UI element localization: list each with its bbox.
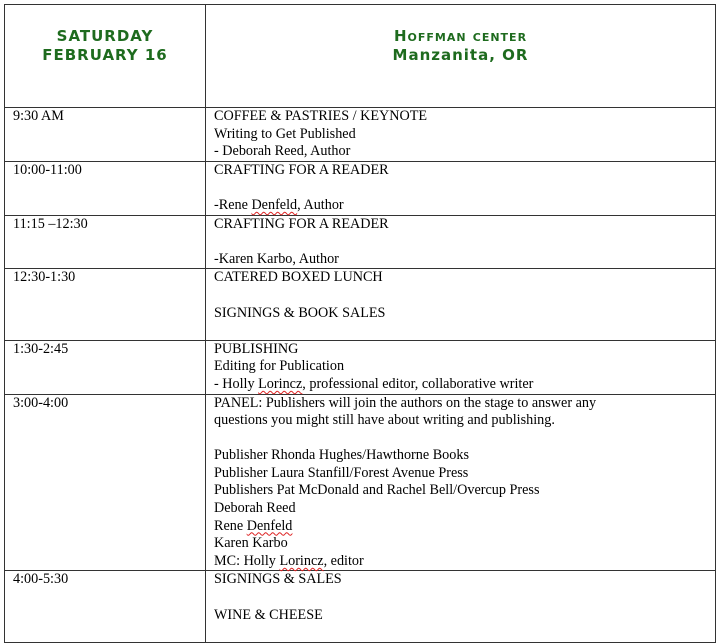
time-cell: [5, 108, 206, 162]
spacer: [214, 624, 707, 642]
time-cell: [5, 394, 206, 571]
header-row: [5, 5, 716, 108]
session-line: Publisher Rhonda Hughes/Hawthorne Books: [214, 447, 469, 464]
day-label: SATURDAY: [56, 27, 154, 45]
spacer: [214, 233, 707, 251]
session-line: WINE & CHEESE: [214, 606, 323, 623]
session-line: SIGNINGS & BOOK SALES: [214, 304, 386, 321]
session-line: CRAFTING FOR A READER: [214, 215, 389, 232]
session-cell: [206, 340, 716, 394]
session-line: Writing to Get Published: [214, 125, 356, 142]
schedule-row: [5, 269, 716, 340]
time-label: 9:30 AM: [13, 108, 64, 124]
session-line: questions you might still have about writing and publishing.: [214, 412, 555, 429]
session-line: -Rene Denfeld, Author: [214, 196, 344, 213]
date-label: FEBRUARY 16: [42, 46, 168, 64]
session-cell: [206, 571, 716, 642]
session-line: Publisher Laura Stanfill/Forest Avenue Press: [214, 464, 469, 481]
session-cell: [206, 161, 716, 215]
session-line: CATERED BOXED LUNCH: [214, 269, 383, 286]
time-cell: [5, 161, 206, 215]
time-cell: [5, 340, 206, 394]
spellcheck-word: Lorincz: [258, 375, 303, 392]
session-line: COFFEE & PASTRIES / KEYNOTE: [214, 108, 428, 124]
session-line: SIGNINGS & SALES: [214, 571, 342, 588]
session-line: Deborah Reed: [214, 500, 296, 517]
session-line: Karen Karbo: [214, 535, 288, 552]
spellcheck-word: Lorincz: [279, 552, 324, 569]
session-line: Editing for Publication: [214, 358, 345, 375]
session-line: PANEL: Publishers will join the authors on the stage to answer any: [214, 394, 597, 411]
session-cell: [206, 215, 716, 269]
venue-label: Hoffman center: [393, 27, 528, 45]
schedule-row: [5, 161, 716, 215]
date-header-cell: [5, 5, 206, 108]
time-cell: [5, 571, 206, 642]
spacer: [214, 589, 707, 607]
time-label: 11:15 –12:30: [13, 215, 88, 232]
session-line: -Karen Karbo, Author: [214, 250, 339, 267]
time-label: 4:00-5:30: [13, 571, 69, 588]
schedule-row: [5, 571, 716, 642]
session-line: Publishers Pat McDonald and Rachel Bell/Overcup Press: [214, 482, 540, 499]
location-label: Manzanita, OR: [392, 46, 529, 64]
schedule-table: [4, 4, 716, 643]
session-line: - Holly Lorincz, professional editor, collaborative writer: [214, 375, 534, 392]
time-label: 3:00-4:00: [13, 394, 69, 411]
session-cell: [206, 394, 716, 571]
time-cell: [5, 215, 206, 269]
spacer: [214, 287, 707, 305]
session-line: PUBLISHING: [214, 340, 299, 357]
schedule-row: [5, 340, 716, 394]
time-label: 1:30-2:45: [13, 340, 69, 357]
time-label: 10:00-11:00: [13, 161, 82, 178]
schedule-row: [5, 394, 716, 571]
schedule-row: [5, 108, 716, 162]
time-cell: [5, 269, 206, 340]
session-cell: [206, 108, 716, 162]
spacer: [214, 430, 707, 448]
schedule-row: [5, 215, 716, 269]
spellcheck-word: Denfeld: [251, 196, 298, 213]
session-line: CRAFTING FOR A READER: [214, 161, 389, 178]
spacer: [214, 179, 707, 197]
session-cell: [206, 269, 716, 340]
time-label: 12:30-1:30: [13, 269, 76, 286]
spacer: [214, 322, 707, 340]
venue-header-cell: [206, 5, 716, 108]
session-line: Rene Denfeld: [214, 517, 293, 534]
session-line: MC: Holly Lorincz, editor: [214, 552, 364, 569]
spellcheck-word: Denfeld: [246, 517, 293, 534]
session-line: - Deborah Reed, Author: [214, 143, 351, 160]
